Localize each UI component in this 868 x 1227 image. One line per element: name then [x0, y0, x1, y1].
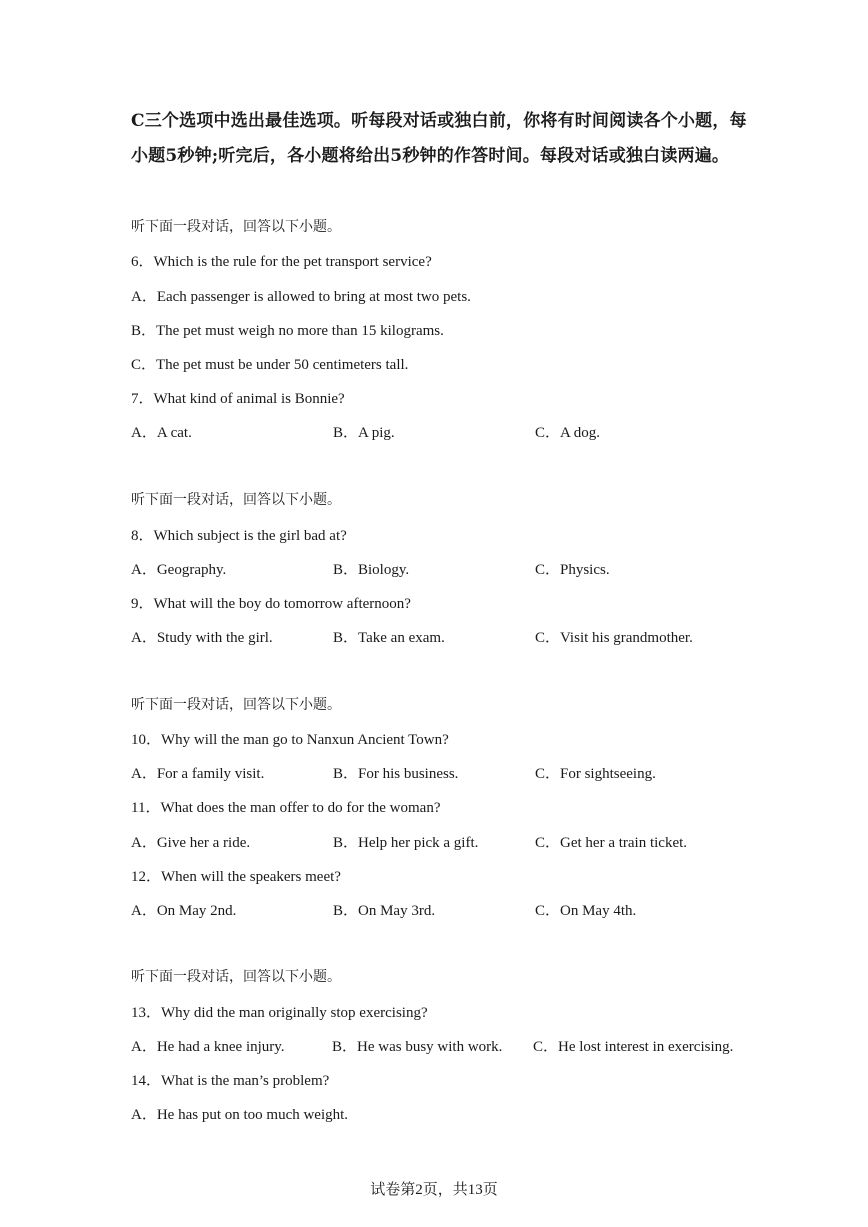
option-b: B．Help her pick a gift.: [333, 835, 479, 851]
question-stem: 13．Why did the man originally stop exercising?: [131, 1005, 428, 1021]
option-b: B．The pet must weigh no more than 15 kilograms.: [131, 323, 444, 339]
question-stem: 8．Which subject is the girl bad at?: [131, 528, 347, 544]
question-stem: 6．Which is the rule for the pet transport service?: [131, 254, 432, 270]
option-c: C．Get her a train ticket.: [535, 835, 688, 851]
option-a: A．He has put on too much weight.: [131, 1107, 349, 1123]
section-instructions: C三个选项中选出最佳选项。听每段对话或独白前，你将有时间阅读各个小题，每小题5秒钟;听完后，各小题将给出5秒钟的作答时间。每段对话或独白读两遍。: [131, 111, 747, 166]
question-stem: 10．Why will the man go to Nanxun Ancient Town?: [131, 732, 449, 748]
question-stem: 12．When will the speakers meet?: [131, 869, 341, 885]
section-heading: 听下面一段对话，回答以下小题。: [131, 492, 341, 508]
option-b: B．He was busy with work.: [332, 1039, 503, 1055]
page-footer: 试卷第2页，共13页: [370, 1182, 498, 1198]
option-b: B．Take an exam.: [333, 630, 445, 646]
question-stem: 11．What does the man offer to do for the woman?: [131, 800, 441, 816]
option-b: B．For his business.: [333, 766, 459, 782]
option-b: B．Biology.: [333, 562, 410, 578]
option-a: A．On May 2nd.: [131, 903, 237, 919]
option-b: B．A pig.: [333, 425, 395, 441]
option-a: A．Each passenger is allowed to bring at most two pets.: [131, 289, 471, 305]
section-heading: 听下面一段对话，回答以下小题。: [131, 697, 341, 713]
section-heading: 听下面一段对话，回答以下小题。: [131, 219, 341, 235]
option-c: C．Visit his grandmother.: [535, 630, 693, 646]
option-a: A．For a family visit.: [131, 766, 265, 782]
option-c: C．On May 4th.: [535, 903, 637, 919]
option-a: A．A cat.: [131, 425, 192, 441]
question-stem: 7．What kind of animal is Bonnie?: [131, 391, 345, 407]
option-a: A．Study with the girl.: [131, 630, 273, 646]
question-stem: 14．What is the man’s problem?: [131, 1073, 330, 1089]
option-a: A．Geography.: [131, 562, 227, 578]
option-b: B．On May 3rd.: [333, 903, 436, 919]
option-a: A．He had a knee injury.: [131, 1039, 285, 1055]
option-a: A．Give her a ride.: [131, 835, 251, 851]
option-c: C．Physics.: [535, 562, 610, 578]
option-c: C．For sightseeing.: [535, 766, 656, 782]
option-c: C．The pet must be under 50 centimeters tall.: [131, 357, 409, 373]
question-stem: 9．What will the boy do tomorrow afternoon?: [131, 596, 411, 612]
option-c: C．He lost interest in exercising.: [533, 1039, 734, 1055]
section-heading: 听下面一段对话，回答以下小题。: [131, 969, 341, 985]
option-c: C．A dog.: [535, 425, 601, 441]
